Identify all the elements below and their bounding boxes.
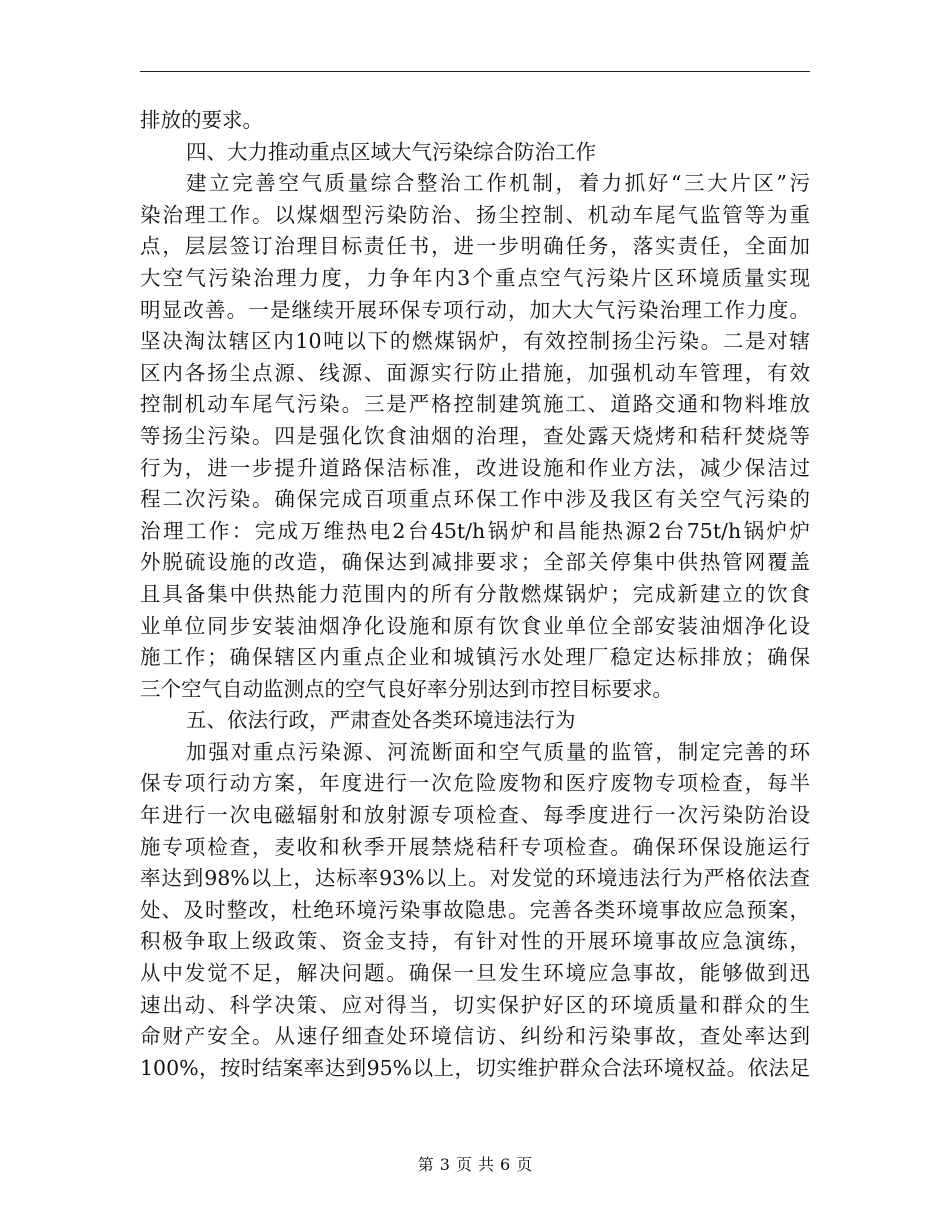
text-line: 业单位同步安装油烟净化设施和原有饮食业单位全部安装油烟净化设 [140,613,810,638]
text-line: 加强对重点污染源、河流断面和空气质量的监管，制定完善的环 [186,739,810,764]
text-line: 年进行一次电磁辐射和放射源专项检查、每季度进行一次污染防治设 [140,803,810,828]
text-line: 率达到98%以上，达标率93%以上。对发觉的环境违法行为严格依法查 [140,866,810,891]
page-footer [0,1152,950,1175]
text-line: 排放的要求。 [140,108,263,132]
footer-suffix: 页 [516,1155,533,1174]
text-line: 外脱硫设施的改造，确保达到减排要求；全部关停集中供热管网覆盖 [140,550,810,575]
text-line: 处、及时整改，杜绝环境污染事故隐患。完善各类环境事故应急预案， [140,897,810,922]
text-line: 且具备集中供热能力范围内的所有分散燃煤锅炉；完成新建立的饮食 [140,581,810,606]
text-line: 区内各扬尘点源、线源、面源实行防止措施，加强机动车管理，有效 [140,360,810,385]
text-line: 明显改善。一是继续开展环保专项行动，加大大气污染治理工作力度。 [140,297,810,322]
text-line: 点，层层签订治理目标责任书，进一步明确任务，落实责任，全面加 [140,234,810,259]
text-line: 施专项检查，麦收和秋季开展禁烧秸秆专项检查。确保环保设施运行 [140,834,810,859]
document-body [140,105,810,1084]
text-line: 大空气污染治理力度，力争年内3个重点空气污染片区环境质量实现 [140,265,810,290]
text-line: 程二次污染。确保完成百项重点环保工作中涉及我区有关空气污染的 [140,487,810,512]
text-line: 五、依法行政，严肃查处各类环境违法行为 [186,708,576,733]
text-line: 四、大力推动重点区域大气污染综合防治工作 [186,139,596,164]
footer-prefix: 第 [417,1155,434,1174]
text-line: 三个空气自动监测点的空气良好率分别达到市控目标要求。 [140,676,673,701]
footer-total-pages: 6 [500,1155,511,1174]
footer-page-number: 3 [439,1155,450,1174]
header-rule [140,71,810,72]
footer-page-label: 页 [455,1155,472,1174]
text-line: 100%，按时结案率达到95%以上，切实维护群众合法环境权益。依法足 [140,1055,810,1080]
text-line: 速出动、科学决策、应对得当，切实保护好区的环境质量和群众的生 [140,992,810,1017]
text-line: 行为，进一步提升道路保洁标准，改进设施和作业方法，减少保洁过 [140,455,810,480]
text-line: 保专项行动方案，年度进行一次危险废物和医疗废物专项检查，每半 [140,771,810,796]
text-line: 治理工作：完成万维热电2台45t/h锅炉和昌能热源2台75t/h锅炉炉 [140,518,810,543]
text-line: 积极争取上级政策、资金支持，有针对性的开展环境事故应急演练， [140,929,810,954]
text-line: 等扬尘污染。四是强化饮食油烟的治理，查处露天烧烤和秸秆焚烧等 [140,423,810,448]
text-line: 控制机动车尾气污染。三是严格控制建筑施工、道路交通和物料堆放 [140,392,810,417]
footer-total-label: 共 [478,1155,495,1174]
text-line: 从中发觉不足，解决问题。确保一旦发生环境应急事故，能够做到迅 [140,961,810,986]
text-line: 染治理工作。以煤烟型污染防治、扬尘控制、机动车尾气监管等为重 [140,202,810,227]
text-line: 施工作；确保辖区内重点企业和城镇污水处理厂稳定达标排放；确保 [140,645,810,670]
text-line: 建立完善空气质量综合整治工作机制，着力抓好“三大片区”污 [186,171,810,196]
text-line: 坚决淘汰辖区内10吨以下的燃煤锅炉，有效控制扬尘污染。二是对辖 [140,329,810,354]
text-line: 命财产安全。从速仔细查处环境信访、纠纷和污染事故，查处率达到 [140,1024,810,1049]
